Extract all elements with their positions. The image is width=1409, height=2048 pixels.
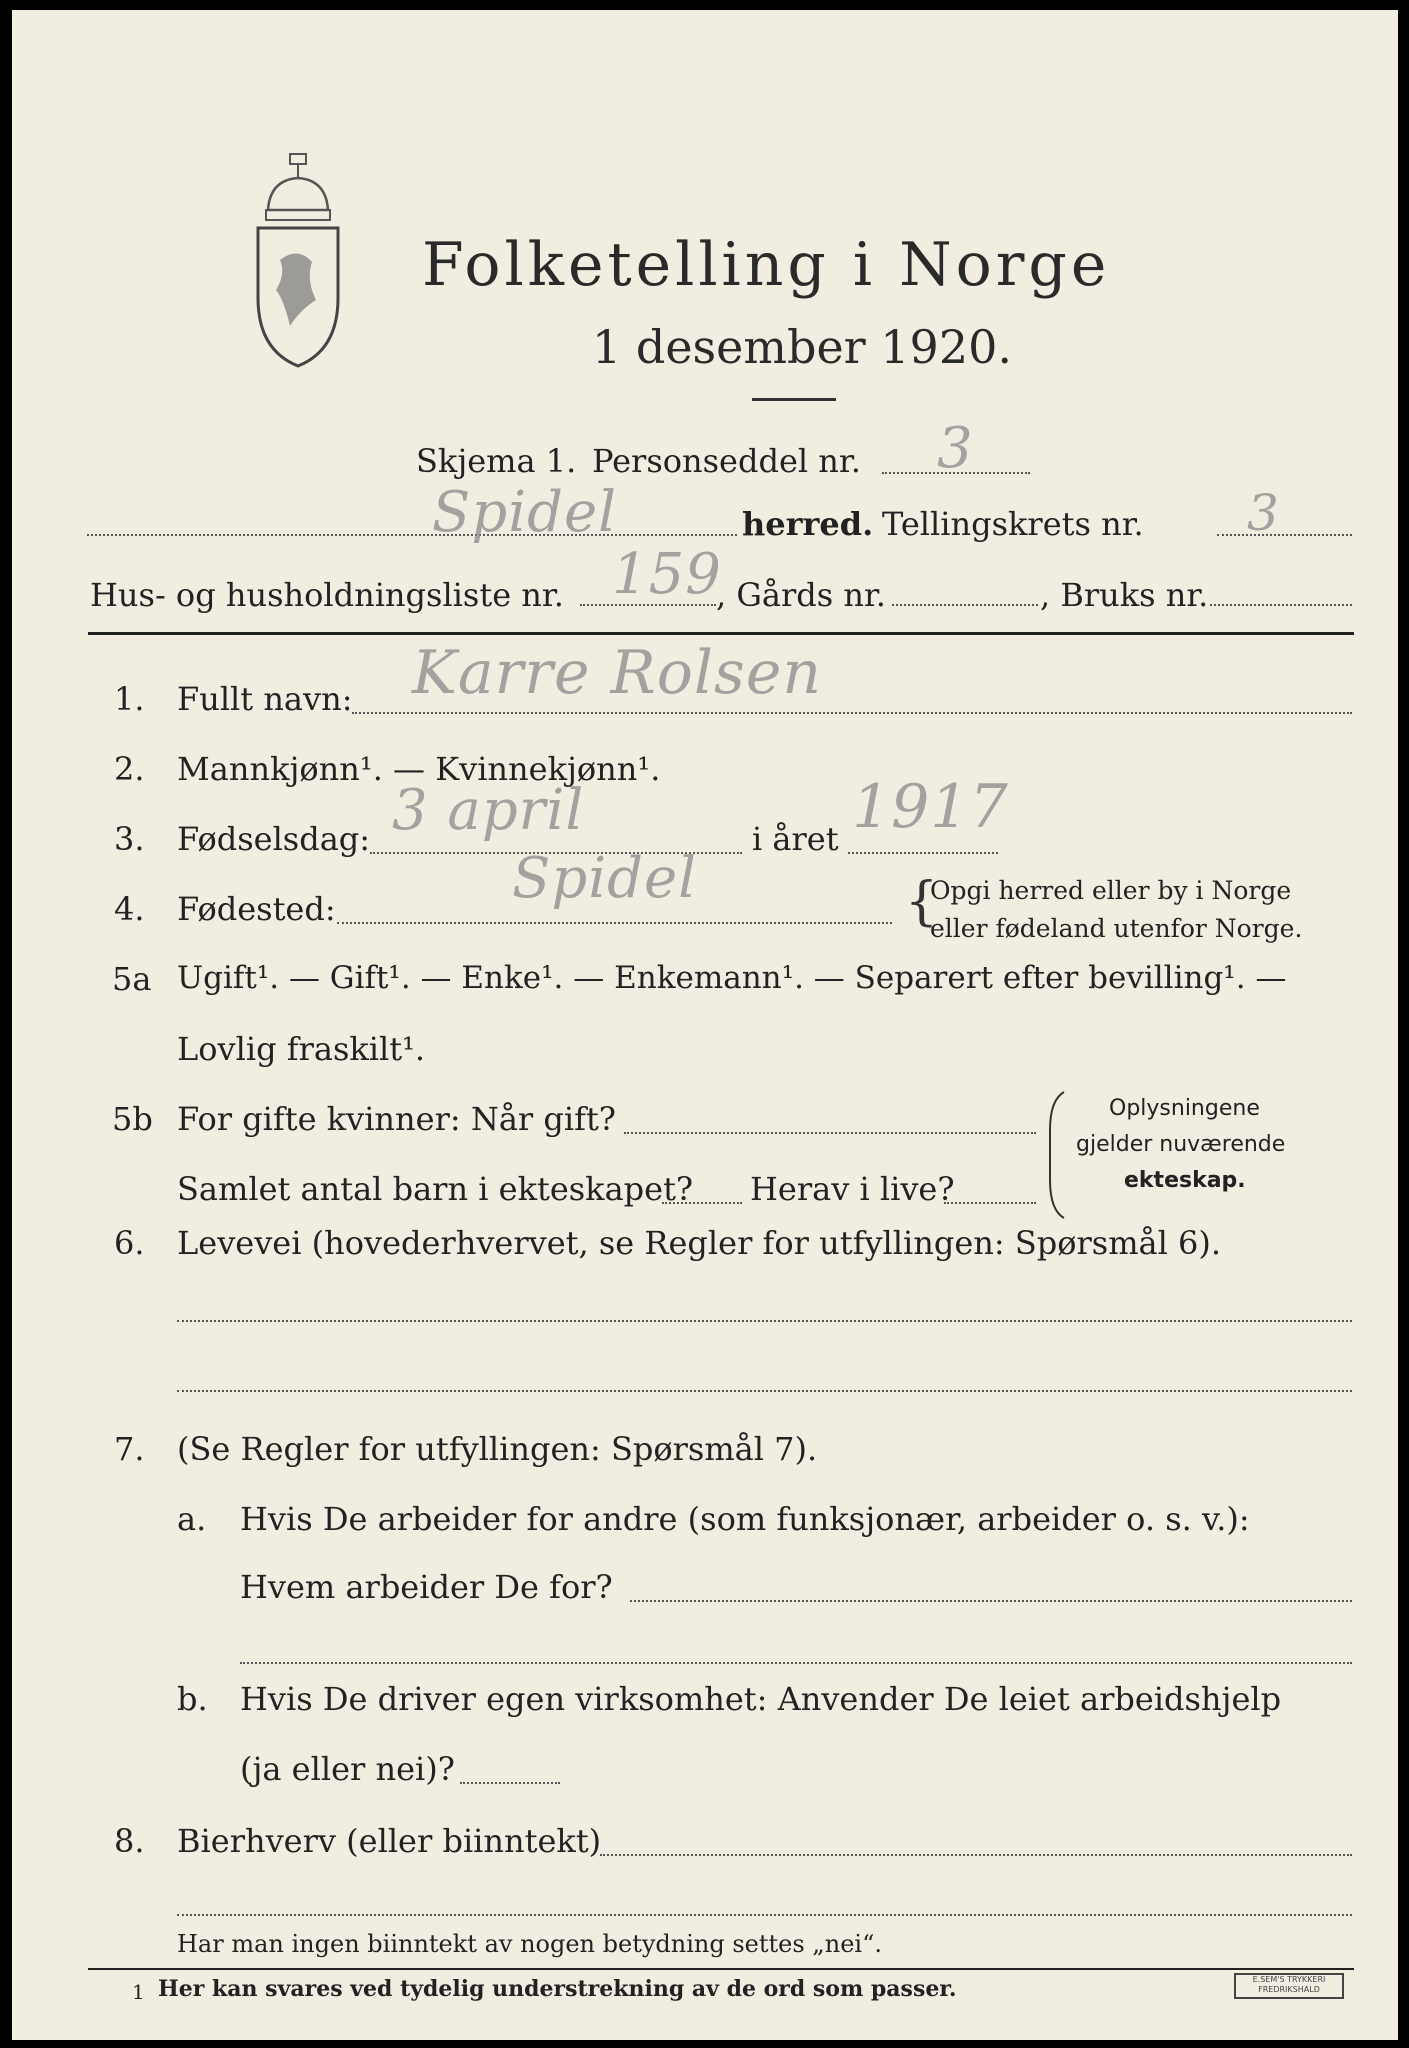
header-rule	[88, 632, 1354, 635]
q5b-bracket	[1044, 1090, 1068, 1220]
q2-label: Mannkjønn¹. — Kvinnekjønn¹.	[177, 750, 661, 788]
footnote-1: Her kan svares ved tydelig understrekning av de ord som passer.	[158, 1976, 957, 2002]
gards-label: , Gårds nr.	[716, 576, 886, 614]
q5b-live-label: Herav i live?	[750, 1170, 955, 1208]
q1-number: 1.	[114, 680, 145, 718]
q5b-note-1: Oplysningene	[1109, 1096, 1260, 1121]
birthplace-field[interactable]	[337, 922, 892, 924]
q5b-line-2: Samlet antal barn i ekteskapet?	[177, 1170, 694, 1208]
printer-stamp: E.SEM'S TRYKKERI FREDRIKSHALD	[1234, 1973, 1344, 1999]
footnote-1-number: 1	[132, 1980, 145, 2004]
employer-field-2[interactable]	[240, 1662, 1352, 1664]
birthyear-value: 1917	[852, 772, 1009, 842]
footnote-rule	[88, 1968, 1354, 1970]
q5b-note-2: gjelder nuværende	[1076, 1132, 1286, 1157]
q2-number: 2.	[114, 750, 145, 788]
q5b-line-1: For gifte kvinner: Når gift?	[177, 1100, 616, 1138]
q5a-line-1: Ugift¹. — Gift¹. — Enke¹. — Enkemann¹. — Separert efter bevilling¹. —	[177, 960, 1287, 996]
hired-help-field[interactable]	[460, 1782, 560, 1784]
q7a-letter: a.	[177, 1500, 207, 1538]
q5a-line-2: Lovlig fraskilt¹.	[177, 1030, 426, 1068]
q8-label: Bierhverv (eller biinntekt)	[177, 1822, 602, 1860]
q3-number: 3.	[114, 820, 145, 858]
q3-year-label: i året	[752, 820, 839, 858]
q7b-letter: b.	[177, 1680, 208, 1718]
q4-note-1: Opgi herred eller by i Norge	[930, 876, 1292, 905]
census-date: 1 desember 1920.	[592, 320, 1012, 374]
q5a-number: 5a	[112, 960, 152, 998]
bruks-label: , Bruks nr.	[1040, 576, 1209, 614]
q4-label: Fødested:	[177, 890, 336, 928]
birthplace-value: Spidel	[512, 846, 698, 911]
q4-number: 4.	[114, 890, 145, 928]
title-divider	[752, 398, 836, 401]
birthdate-value: 3 april	[392, 778, 585, 843]
schema-label: Skjema 1.	[416, 442, 577, 480]
q5b-number: 5b	[112, 1100, 153, 1138]
q3-label: Fødselsdag:	[177, 820, 371, 858]
q6-number: 6.	[114, 1224, 145, 1262]
married-date-field[interactable]	[624, 1132, 1036, 1134]
bruks-field[interactable]	[1210, 604, 1352, 606]
form-title: Folketelling i Norge	[422, 230, 1111, 300]
herred-field[interactable]	[87, 534, 737, 536]
birthyear-field[interactable]	[848, 852, 998, 854]
children-count-field[interactable]	[662, 1202, 742, 1204]
tellingskrets-value: 3	[1247, 484, 1280, 542]
q6-label: Levevei (hovederhvervet, se Regler for utfyllingen: Spørsmål 6).	[177, 1224, 1222, 1262]
q7a-line-2: Hvem arbeider De for?	[240, 1568, 613, 1606]
q1-label: Fullt navn:	[177, 680, 353, 718]
q5b-note-3: ekteskap.	[1124, 1168, 1246, 1193]
q4-note-2: eller fødeland utenfor Norge.	[930, 914, 1303, 943]
coat-of-arms-icon	[250, 150, 346, 370]
side-income-field-1[interactable]	[600, 1854, 1352, 1856]
herred-value: Spidel	[432, 480, 618, 545]
full-name-value: Karre Rolsen	[412, 638, 822, 708]
q7-label: (Se Regler for utfyllingen: Spørsmål 7).	[177, 1430, 818, 1468]
tellingskrets-label: Tellingskrets nr.	[882, 505, 1144, 543]
q7b-line-1: Hvis De driver egen virksomhet: Anvender De leiet arbeidshjelp	[240, 1680, 1282, 1718]
q7-number: 7.	[114, 1430, 145, 1468]
husliste-value: 159	[612, 542, 722, 607]
husliste-label: Hus- og husholdningsliste nr.	[90, 576, 564, 614]
q4-brace: {	[905, 872, 939, 932]
employer-field-1[interactable]	[630, 1600, 1352, 1602]
herred-label: herred.	[742, 505, 874, 543]
q7b-line-2: (ja eller nei)?	[240, 1750, 455, 1788]
occupation-field-2[interactable]	[177, 1390, 1352, 1392]
footnote-a: Har man ingen biinntekt av nogen betydning settes „nei“.	[177, 1930, 882, 1958]
census-form	[12, 10, 1398, 2040]
children-alive-field[interactable]	[944, 1202, 1036, 1204]
personseddel-label: Personseddel nr.	[592, 442, 861, 480]
tellingskrets-field[interactable]	[1217, 534, 1352, 536]
gards-field[interactable]	[892, 604, 1038, 606]
q8-number: 8.	[114, 1822, 145, 1860]
full-name-field[interactable]	[352, 712, 1352, 714]
q7a-line-1: Hvis De arbeider for andre (som funksjonær, arbeider o. s. v.):	[240, 1500, 1250, 1538]
side-income-field-2[interactable]	[177, 1914, 1352, 1916]
personseddel-value: 3	[937, 416, 974, 481]
occupation-field-1[interactable]	[177, 1320, 1352, 1322]
